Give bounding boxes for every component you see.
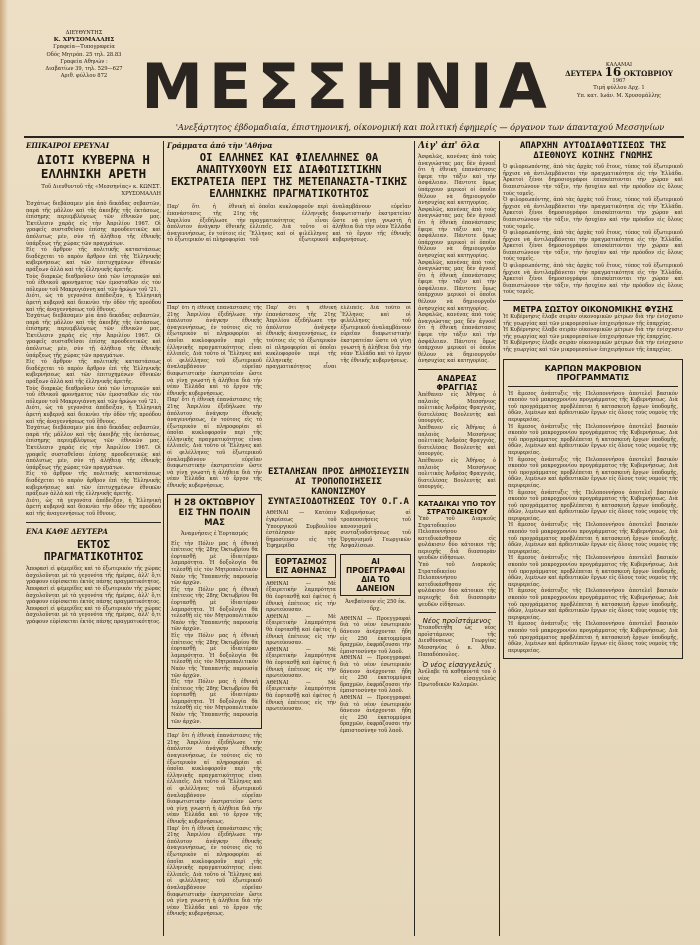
article-paragraph: Παρ' ὅτι ἡ ἐθνικὴ ἐπανάστασις τῆς 21ης Ἀπριλίου ἐξεδήλωσε τὴν ἀπόλυτον ἀνάγκην ἐθνικῆς ἀναγεννήσεως, ἐν τούτοις εἰς τὸ ἐξωτερικὸν αἱ πληροφορίαι αἱ ὁποῖαι κυκλοφοροῦν περὶ τῆς ἑλληνικῆς πραγματικότητος εἶναι ἐλλιπεῖς. Διὰ τοῦτο οἱ Ἕλληνες καὶ οἱ φιλέλληνες τοῦ ἐξωτερικοῦ ἀναλαμβάνουν εὐρεῖαν διαφωτιστικὴν ἐκστρατείαν ὥστε νὰ γίνῃ γνωστὴ ἡ ἀλήθεια διὰ τὴν νέαν Ἑλλάδα καὶ τὸ ἔργον τῆς ἐθνικῆς κυβερνήσεως. xyxy=(167,825,262,918)
article-paragraph: Διότι, ὡς τὰ γεγονότα ἀπέδειξαν, ἡ Ἑλληνικὴ ἀρετὴ κυβερνᾷ καὶ δεικνύει τὴν ὁδὸν τῆς προόδου καὶ τῆς ἀναγεννήσεως τοῦ ἔθνους. xyxy=(26,293,161,313)
column-rule xyxy=(163,141,164,936)
article-paragraph: Τοὺς διαρκῶς διαθροῦσιν ὑπὸ τῶν ἱστορικῶν καὶ τοῦ ἐθνικοῦ φρονήματος τῶν ἐμοσταθῶν εἰς τὸν πόλεμον τοῦ Μακρυγιάννη καὶ τῶν ἡρώων τοῦ '21. xyxy=(26,273,161,293)
divider xyxy=(418,612,496,613)
divider xyxy=(418,495,496,496)
column-rule xyxy=(414,141,415,936)
sub-paragraph: Ἀποφασὶ εἰ φέμερίδες καὶ τὸ ἐξωτερικὸν τῆς χώρας ἀσχολοῦνται μὲ τὰ γεγονότα τῆς ἡμέρας, ἀλλ' ὅ,τι γράφουν εὑρίσκεται ἐκτὸς πάσης πραγματικότητος. xyxy=(26,605,161,625)
news-paragraph: Ἀσφαλῶς, κανένας ἀπὸ τοὺς ἀναγνώστας μας δὲν ἀγνοεῖ ὅτι ἡ ἐθνικὴ ἐπανάστασις ἔφερε τὴν τάξιν καὶ τὴν ἀσφάλειαν. Πάντοτε ὅμως ὑπάρχουν μερικοὶ οἱ ὁποῖοι θέλουν νὰ δημιουργοῦν ἀνησυχίας καὶ κατηγορίας. xyxy=(418,259,496,312)
holiday-paragraph: ΑΘΗΝΑΙ — Μὲ ἐξαιρετικὴν λαμπρότητα θὰ ἑορτασθῇ καὶ ἐφέτος ἡ ἐθνικὴ ἐπέτειος εἰς τὴν πρωτεύουσαν. xyxy=(266,580,336,614)
article-kicker: Γράμματα ἀπό τὴν 'Αθήνα xyxy=(167,141,273,150)
divider xyxy=(418,369,496,370)
center-paragraph: ΑΘΗΝΑΙ — Κατόπιν ἐγκρίσεως τοῦ Ὑπουργικοῦ Συμβουλίου ἐστάλησαν πρὸς δημοσίευσιν εἰς τὴν Ἐφημερίδα τῆς Κυβερνήσεως αἱ τροποποιήσεις τοῦ κανονισμοῦ συνταξιοδοτήσεως τοῦ Ὀργανισμοῦ Γεωργικῶν Ἀσφαλίσεων. xyxy=(266,510,411,550)
sub-paragraph: Ἀποφασὶ εἰ φέμερίδες καὶ τὸ ἐξωτερικὸν τῆς χώρας ἀσχολοῦνται μὲ τὰ γεγονότα τῆς ἡμέρας, ἀλλ' ὅ,τι γράφουν εὑρίσκεται ἐκτὸς πάσης πραγματικότητος. xyxy=(26,585,161,606)
article-paragraph: Εἰς τὸ ἄρθρον τῆς πολιτικῆς καταστάσεως διαδέχεται τὸ παρὸν ἄρθρον ἐπὶ τῆς Ἐλληνικῆς κυβερνήσεως καὶ τῶν ἐπιτυχημένων ἐθνικῶν πράξεων ἀλλὰ καὶ τῆς ἐλληνικῆς ἀρετῆς. xyxy=(26,359,161,386)
column-left xyxy=(26,141,161,936)
article-headline: ΔΙΟΤΙ ΚΥΒΕΡΝΑ Η ΕΛΛΗΝΙΚΗ ΑΡΕΤΗ xyxy=(37,152,150,181)
right-paragraph: Ὁ φιλορεωπόντης, ἀπὸ τὰς ἀρχὰς τοῦ ἔτους, τύπος τοῦ ἐξωτερικοῦ ἤρχισε νὰ ἀντιλαμβάνεται τὴν πραγματικότητα εἰς τὴν Ἑλλάδα. Ἀρκετοὶ ξένοι δημοσιογράφοι ἐπισκέπτονται τὴν χώραν καὶ διαπιστώνουν τὴν τάξιν, τὴν ἡσυχίαν καὶ τὴν πρόοδον εἰς ὅλους τοὺς τομεῖς. xyxy=(503,197,683,230)
program-paragraph: Ἡ ἄμεσος ἀνάπτυξις τῆς Πελοποννήσου ἀποτελεῖ βασικὸν σκοπὸν τοῦ μακροχρονίου προγράμματος τῆς Κυβερνήσεως. Διὰ τοῦ προγράμματος προβλέπεται ἡ κατασκευὴ ἔργων ὑποδομῆς, ὁδῶν, λιμένων καὶ ἀρδευτικῶν ἔργων εἰς ὅλους τοὺς νομοὺς τῆς περιφερείας. xyxy=(508,390,678,423)
news-paragraph: Ἀσφαλῶς, κανένας ἀπὸ τοὺς ἀναγνώστας μας δὲν ἀγνοεῖ ὅτι ἡ ἐθνικὴ ἐπανάστασις ἔφερε τὴν τάξιν καὶ τὴν ἀσφάλειαν. Πάντοτε ὅμως ὑπάρχουν μερικοὶ οἱ ὁποῖοι θέλουν νὰ δημιουργοῦν ἀνησυχίας καὶ κατηγορίας. xyxy=(418,154,496,207)
measures-headline: ΜΕΤΡΑ ΣΩΣΤΟΥ ΟΙΚΟΝΟΜΙΚΗΣ ΦΥΣΗΣ xyxy=(512,305,674,315)
holiday-headline: ΕΟΡΤΑΣΜΟΣ ΕΙΣ ΑΘΗΝΑΣ xyxy=(274,556,327,575)
box-byline: Ἀναμνήσεις ἐ Ἐορτασμός xyxy=(180,530,249,537)
program-headline: ΚΑΡΠΩΝ ΜΑΚΡΟΒΙΟΝ ΠΡΟΓΡΑΜΜΑΤΙΣ xyxy=(544,363,642,382)
loan-byline: Ἀνεβαίνουν εἰς 250 ἑκ. δρχ. xyxy=(345,598,406,612)
article-paragraph: Διότι, ὡς τὰ γεγονότα ἀπέδειξαν, ἡ Ἑλληνικὴ ἀρετὴ κυβερνᾷ καὶ δεικνύει τὴν ὁδὸν τῆς προόδου καὶ τῆς ἀναγεννήσεως τοῦ ἔθνους. xyxy=(26,497,161,517)
column-center-left xyxy=(167,305,262,935)
masthead-publisher-info xyxy=(28,30,140,80)
city: ΚΑΛΑΜΑΙ xyxy=(605,62,633,68)
court-paragraph: Ὑπὸ τοῦ Διαρκοῦς Στρατοδικείου Πελοποννήσου κατεδικάσθησαν εἰς φυλάκισιν δύο κάτοικοι τῆς περιοχῆς διὰ διασπορὰν ψευδῶν εἰδήσεων. xyxy=(418,515,496,562)
measures-paragraph: Ἡ Κυβέρνησις ἔλαβε σειρὰν οἰκονομικῶν μέτρων διὰ τὴν ἐνίσχυσιν τῆς γεωργίας καὶ τῶν μικρομεσαίων ἐπιχειρήσεων τῆς ἐπαρχίας. xyxy=(503,340,683,353)
loan-paragraph: ΑΘΗΝΑΙ — Προεγγραφαὶ διὰ τὸ νέον ἐσωτερικὸν δάνειον ἀνέρχονται ἤδη εἰς 250 ἑκατομμύρια δραχμῶν, ἐκφράζουσαι τὴν ἐμπιστοσύνην τοῦ λαοῦ. xyxy=(340,615,411,655)
box-paragraph: Εἰς τὴν Πόλιν μας ἡ ἐθνικὴ ἐπέτειος τῆς 28ης Ὀκτωβρίου θὰ ἑορτασθῇ μὲ ἰδιαιτέραν λαμπρότητα. Ἡ δοξολογία θὰ τελεσθῇ εἰς τὸν Μητροπολιτικὸν Ναὸν τῆς Ὑπαπαντῆς παρουσίᾳ τῶν ἀρχῶν. xyxy=(171,540,258,587)
masthead-rule xyxy=(24,136,684,138)
new-head-paragraph: Ἐτοποθετήθη ὡς νέος προϊστάμενος τῆς Διευθύνσεως Γεωργίας Μεσσηνίας ὁ κ. Ἀθαν. Παπαδόπουλος. xyxy=(418,625,496,658)
section-rule xyxy=(167,302,411,303)
program-paragraph: Ἡ ἄμεσος ἀνάπτυξις τῆς Πελοποννήσου ἀποτελεῖ βασικὸν σκοπὸν τοῦ μακροχρονίου προγράμματος τῆς Κυβερνήσεως. Διὰ τοῦ προγράμματος προβλέπεται ἡ κατασκευὴ ἔργων ὑποδομῆς, ὁδῶν, λιμένων καὶ ἀρδευτικῶν ἔργων εἰς ὅλους τοὺς νομοὺς τῆς περιφερείας. xyxy=(508,588,678,621)
obituary-paragraph: Ἀπέθανεν εἰς Ἀθήνας ὁ παλαιὸς Μεσσήνιος πολιτικὸς Ἀνδρέας Φραγγιάς, διατελέσας Βουλευτὴς καὶ ὑπουργός. xyxy=(418,424,496,458)
article-paragraph: Ἐσχάτως διεβάσαμεν μία ἀπὸ δεκάδας σεβαστῶν, παρὰ τῆς μᾶλλον καὶ τῆς ἀκοιβῆς τῆς ἐκτάσεως, ἐπίσημης περιεμβλέψεως τῶν ἐθνικῶν μας. Ἐκτέλεσιν χαρὰς εἰς τὴν Ἀπριλίου 1967. Οἱ γραφεῖς συσταθεῖσαι ἐπίσης προοδευτικῶς καὶ ἀπόλυτως μὲν, σὺν τῇ ἀλήθειᾳ τῆς ἐθνικῆς ὑπάρξεως τῆς χώρας τῶν πραγμάτων. xyxy=(26,425,161,471)
masthead-date-info xyxy=(560,62,678,100)
publisher-role: ΔΙΕΥΘΥΝΤΗΣ xyxy=(65,30,103,36)
publisher-offices: Γραφεία—Τυπογραφεία xyxy=(53,44,115,51)
article-paragraph: Τοὺς διαρκῶς διαθροῦσιν ὑπὸ τῶν ἱστορικῶν καὶ τοῦ ἐθνικοῦ φρονήματος τῶν ἐμοσταθῶν εἰς τὸν πόλεμον τοῦ Μακρυγιάννη καὶ τῶν ἡρώων τοῦ '21. xyxy=(26,385,161,405)
athens-office-address: Διαβατίων 39, τηλ. 529—627 xyxy=(45,66,123,73)
sub-kicker: ΕΝΑ ΚΑΘΕ ΔΕΥΤΕΡΑ xyxy=(26,526,108,536)
program-paragraph: Ἡ ἄμεσος ἀνάπτυξις τῆς Πελοποννήσου ἀποτελεῖ βασικὸν σκοπὸν τοῦ μακροχρονίου προγράμματος τῆς Κυβερνήσεως. Διὰ τοῦ προγράμματος προβλέπεται ἡ κατασκευὴ ἔργων ὑποδομῆς, ὁδῶν, λιμένων καὶ ἀρδευτικῶν ἔργων εἰς ὅλους τοὺς νομοὺς τῆς περιφερείας. xyxy=(508,522,678,555)
news-paragraph: Ἀσφαλῶς, κανένας ἀπὸ τοὺς ἀναγνώστας μας δὲν ἀγνοεῖ ὅτι ἡ ἐθνικὴ ἐπανάστασις ἔφερε τὴν τάξιν καὶ τὴν ἀσφάλειαν. Πάντοτε ὅμως ὑπάρχουν μερικοὶ οἱ ὁποῖοι θέλουν νὰ δημιουργοῦν ἀνησυχίας καὶ κατηγορίας. xyxy=(418,312,496,365)
obituary-paragraph: Ἀπέθανεν εἰς Ἀθήνας ὁ παλαιὸς Μεσσήνιος πολιτικὸς Ἀνδρέας Φραγγιάς, διατελέσας Βουλευτὴς καὶ ὑπουργός. xyxy=(418,392,496,425)
month: ΟΚΤΩΒΡΙΟΥ xyxy=(623,69,673,79)
column-rule xyxy=(499,141,500,936)
column-center-right xyxy=(266,305,411,935)
article-kicker: ΕΠΙΚΑΙΡΟΙ ΕΡΕΥΝΑΙ xyxy=(26,141,110,150)
article-headline: ΟΙ ΕΛΛΗΝΕΣ ΚΑΙ ΦΙΛΕΛΛΗΝΕΣ ΘΑ ΑΝΑΠΤΥΧΘΟΥΝ ΕΙΣ ΔΙΑΦΩΤΙΣΤΙΚΗΝ ΕΚΣΤΡΑΤΕΙΑ ΠΕΡΙ ΤΗΣ ΜΕΤΕΠΑΝΑΣΤΑ-ΤΙΚΗΣ ΕΛΛΗΝΙΚΗΣ ΠΡΑΓΜΑΤΙΚΟΤΗΤΟΣ xyxy=(171,152,407,200)
loan-paragraph: ΑΘΗΝΑΙ — Προεγγραφαὶ διὰ τὸ νέον ἐσωτερικὸν δάνειον ἀνέρχονται ἤδη εἰς 250 ἑκατομμύρια δραχμῶν, ἐκφράζουσαι τὴν ἐμπιστοσύνην τοῦ λαοῦ. xyxy=(340,695,411,734)
holiday-paragraph: ΑΘΗΝΑΙ — Μὲ ἐξαιρετικὴν λαμπρότητα θὰ ἑορτασθῇ καὶ ἐφέτος ἡ ἐθνικὴ ἐπέτειος εἰς τὴν πρωτεύουσαν. xyxy=(266,613,336,647)
column-center-top xyxy=(167,141,411,301)
year: 1967 xyxy=(612,77,626,84)
holiday-article xyxy=(266,554,336,735)
program-paragraph: Ἡ ἄμεσος ἀνάπτυξις τῆς Πελοποννήσου ἀποτελεῖ βασικὸν σκοπὸν τοῦ μακροχρονίου προγράμματος τῆς Κυβερνήσεως. Διὰ τοῦ προγράμματος προβλέπεται ἡ κατασκευὴ ἔργων ὑποδομῆς, ὁδῶν, λιμένων καὶ ἀρδευτικῶν ἔργων εἰς ὅλους τοὺς νομοὺς τῆς περιφερείας. xyxy=(508,555,678,588)
measures-paragraph: Ἡ Κυβέρνησις ἔλαβε σειρὰν οἰκονομικῶν μέτρων διὰ τὴν ἐνίσχυσιν τῆς γεωργίας καὶ τῶν μικρομεσαίων ἐπιχειρήσεων τῆς ἐπαρχίας. xyxy=(503,314,683,327)
box-headline: Η 28 ΟΚΤΩΒΡΙΟΥ ΕΙΣ ΤΗΝ ΠΟΛΙΝ ΜΑΣ xyxy=(174,497,255,528)
program-paragraph: Ἡ ἄμεσος ἀνάπτυξις τῆς Πελοποννήσου ἀποτελεῖ βασικὸν σκοπὸν τοῦ μακροχρονίου προγράμματος τῆς Κυβερνήσεως. Διὰ τοῦ προγράμματος προβλέπεται ἡ κατασκευὴ ἔργων ὑποδομῆς, ὁδῶν, λιμένων καὶ ἀρδευτικῶν ἔργων εἰς ὅλους τοὺς νομοὺς τῆς περιφερείας. xyxy=(508,621,678,654)
program-paragraph: Ἡ ἄμεσος ἀνάπτυξις τῆς Πελοποννήσου ἀποτελεῖ βασικὸν σκοπὸν τοῦ μακροχρονίου προγράμματος τῆς Κυβερνήσεως. Διὰ τοῦ προγράμματος προβλέπεται ἡ κατασκευὴ ἔργων ὑποδομῆς, ὁδῶν, λιμένων καὶ ἀρδευτικῶν ἔργων εἰς ὅλους τοὺς νομοὺς τῆς περιφερείας. xyxy=(508,489,678,522)
sub-headline: ΕΚΤΟΣ ΠΡΑΓΜΑΤΙΚΟΤΗΤΟΣ xyxy=(43,537,144,563)
article-paragraph: Παρ' ὅτι ἡ ἐθνικὴ ἐπανάστασις τῆς 21ης Ἀπριλίου ἐξεδήλωσε τὴν ἀπόλυτον ἀνάγκην ἐθνικῆς ἀναγεννήσεως, ἐν τούτοις εἰς τὸ ἐξωτερικὸν αἱ πληροφορίαι αἱ ὁποῖαι κυκλοφοροῦν περὶ τῆς ἑλληνικῆς πραγματικότητος εἶναι ἐλλιπεῖς. Διὰ τοῦτο οἱ Ἕλληνες καὶ οἱ φιλέλληνες τοῦ ἐξωτερικοῦ ἀναλαμβάνουν εὐρεῖαν διαφωτιστικὴν ἐκστρατείαν ὥστε νὰ γίνῃ γνωστὴ ἡ ἀλήθεια διὰ τὴν νέαν Ἑλλάδα καὶ τὸ ἔργον τῆς ἐθνικῆς κυβερνήσεως. xyxy=(167,397,262,490)
right-paragraph: Ὁ φιλορεωπόντης, ἀπὸ τὰς ἀρχὰς τοῦ ἔτους, τύπος τοῦ ἐξωτερικοῦ ἤρχισε νὰ ἀντιλαμβάνεται τὴν πραγματικότητα εἰς τὴν Ἑλλάδα. Ἀρκετοὶ ξένοι δημοσιογράφοι ἐπισκέπτονται τὴν χώραν καὶ διαπιστώνουν τὴν τάξιν, τὴν ἡσυχίαν καὶ τὴν πρόοδον εἰς ὅλους τοὺς τομεῖς. xyxy=(503,164,683,197)
program-paragraph: Ἡ ἄμεσος ἀνάπτυξις τῆς Πελοποννήσου ἀποτελεῖ βασικὸν σκοπὸν τοῦ μακροχρονίου προγράμματος τῆς Κυβερνήσεως. Διὰ τοῦ προγράμματος προβλέπεται ἡ κατασκευὴ ἔργων ὑποδομῆς, ὁδῶν, λιμένων καὶ ἀρδευτικῶν ἔργων εἰς ὅλους τοὺς νομοὺς τῆς περιφερείας. xyxy=(508,423,678,456)
article-paragraph: Εἰς τὸ ἄρθρον τῆς πολιτικῆς καταστάσεως διαδέχεται τὸ παρὸν ἄρθρον ἐπὶ τῆς Ἐλληνικῆς κυβερνήσεως καὶ τῶν ἐπιτυχημένων ἐθνικῶν πράξεων ἀλλὰ καὶ τῆς ἐλληνικῆς ἀρετῆς. xyxy=(26,471,161,498)
divider xyxy=(26,522,161,523)
right-paragraph: Ὁ φιλορεωπόντης, ἀπὸ τὰς ἀρχὰς τοῦ ἔτους, τύπος τοῦ ἐξωτερικοῦ ἤρχισε νὰ ἀντιλαμβάνεται τὴν πραγματικότητα εἰς τὴν Ἑλλάδα. Ἀρκετοὶ ξένοι δημοσιογράφοι ἐπισκέπτονται τὴν χώραν καὶ διαπιστώνουν τὴν τάξιν, τὴν ἡσυχίαν καὶ τὴν πρόοδον εἰς ὅλους τοὺς τομεῖς. xyxy=(503,263,683,296)
divider xyxy=(508,386,678,387)
measures-paragraph: Ἡ Κυβέρνησις ἔλαβε σειρὰν οἰκονομικῶν μέτρων διὰ τὴν ἐνίσχυσιν τῆς γεωργίας καὶ τῶν μικρομεσαίων ἐπιχειρήσεων τῆς ἐπαρχίας. xyxy=(503,327,683,340)
obituary-headline: ΑΝΔΡΕΑΣ ΦΡΑΓΓΙΑΣ xyxy=(436,374,478,392)
court-headline: ΚΑΤΑΔΙΚΑΙ ΥΠΟ ΤΟΥ ΣΤΡΑΤΟΔΙΚΕΙΟΥ xyxy=(418,499,496,516)
article-paragraph: Παρ' ὅτι ἡ ἐθνικὴ ἐπανάστασις τῆς 21ης Ἀπριλίου ἐξεδήλωσε τὴν ἀπόλυτον ἀνάγκην ἐθνικῆς ἀναγεννήσεως, ἐν τούτοις εἰς τὸ ἐξωτερικὸν αἱ πληροφορίαι αἱ ὁποῖαι κυκλοφοροῦν περὶ τῆς ἑλληνικῆς πραγματικότητος εἶναι ἐλλιπεῖς. Διὰ τοῦτο οἱ Ἕλληνες καὶ οἱ φιλέλληνες τοῦ ἐξωτερικοῦ ἀναλαμβάνουν εὐρεῖαν διαφωτιστικὴν ἐκστρατείαν ὥστε νὰ γίνῃ γνωστὴ ἡ ἀλήθεια διὰ τὴν νέαν Ἑλλάδα καὶ τὸ ἔργον τῆς ἐθνικῆς κυβερνήσεως. xyxy=(167,733,262,825)
program-box xyxy=(503,359,683,660)
center-headline: ΕΣΤΑΛΗΣΑΝ ΠΡΟΣ ΔΗΜΟΣΙΕΥΣΙΝ ΑΙ ΤΡΟΠΟΠΟΙΗΣΕΙΣ ΚΑΝΟΝΙΣΜΟΥ ΣΥΝΤΑΞΙΟΔΟΤΗΣΕΩΣ ΤΟΥ Ο.Γ.Α xyxy=(268,467,409,508)
price: Τιμή φύλλου Δρχ. 1 xyxy=(593,85,645,92)
article-paragraph: Παρ' ὅτι ἡ ἐθνικὴ ἐπανάστασις τῆς 21ης Ἀπριλίου ἐξεδήλωσε τὴν ἀπόλυτον ἀνάγκην ἐθνικῆς ἀναγεννήσεως, ἐν τούτοις εἰς τὸ ἐξωτερικὸν αἱ πληροφορίαι αἱ ὁποῖαι κυκλοφοροῦν περὶ τῆς ἑλληνικῆς πραγματικότητος εἶναι ἐλλιπεῖς. Διὰ τοῦτο οἱ Ἕλληνες καὶ οἱ φιλέλληνες τοῦ ἐξωτερικοῦ ἀναλαμβάνουν εὐρεῖαν διαφωτιστικὴν ἐκστρατείαν ὥστε νὰ γίνῃ γνωστὴ ἡ ἀλήθεια διὰ τὴν νέαν Ἑλλάδα καὶ τὸ ἔργον τῆς ἐθνικῆς κυβερνήσεως. xyxy=(266,305,411,371)
prosecutor-paragraph: Ἀνέλαβε τὰ καθήκοντά του ὁ νέος εἰσαγγελεύς Πρωτοδικῶν Καλαμῶν. xyxy=(418,669,496,689)
new-head-headline: Νέος προϊστάμενος xyxy=(422,617,492,626)
issue-number: Αριθ. φύλλου 872 xyxy=(60,73,108,80)
news-kicker: Λίγ' ἀπ' ὅλα xyxy=(418,141,480,151)
prosecutor-headline: Ὁ νέος εἰσαγγελεύς xyxy=(422,661,492,670)
box-paragraph: Εἰς τὴν Πόλιν μας ἡ ἐθνικὴ ἐπέτειος τῆς 28ης Ὀκτωβρίου θὰ ἑορτασθῇ μὲ ἰδιαιτέραν λαμπρότητα. Ἡ δοξολογία θὰ τελεσθῇ εἰς τὸν Μητροπολιτικὸν Ναὸν τῆς Ὑπαπαντῆς παρουσίᾳ τῶν ἀρχῶν. xyxy=(171,586,258,633)
right-paragraph: Ὁ φιλορεωπόντης, ἀπὸ τὰς ἀρχὰς τοῦ ἔτους, τύπος τοῦ ἐξωτερικοῦ ἤρχισε νὰ ἀντιλαμβάνεται τὴν πραγματικότητα εἰς τὴν Ἑλλάδα. Ἀρκετοὶ ξένοι δημοσιογράφοι ἐπισκέπτονται τὴν χώραν καὶ διαπιστώνουν τὴν τάξιν, τὴν ἡσυχίαν καὶ τὴν πρόοδον εἰς ὅλους τοὺς τομεῖς. xyxy=(503,230,683,263)
article-byline: Τοῦ Διευθυντοῦ τῆς «Μεσσηνίας» κ. ΚΩΝΣΤ. ΧΡΥΣΟΜΑΛΛΗ xyxy=(41,184,161,197)
holiday-box xyxy=(266,554,336,578)
loan-article xyxy=(340,554,411,735)
column-right xyxy=(503,141,683,936)
column-news xyxy=(418,141,496,936)
holiday-paragraph: ΑΘΗΝΑΙ — Μὲ ἐξαιρετικὴν λαμπρότητα θὰ ἑορτασθῇ καὶ ἐφέτος ἡ ἐθνικὴ ἐπέτειος εἰς τὴν πρωτεύουσαν. xyxy=(266,646,336,680)
publisher-address: Οδός Μητρόπ. 25 τηλ. 28.83 xyxy=(46,51,122,58)
article-paragraph: Ἐσχάτως διεβάσαμεν μία ἀπὸ δεκάδας σεβαστῶν, παρὰ τῆς μᾶλλον καὶ τῆς ἀκοιβῆς τῆς ἐκτάσεως, ἐπίσημης περιεμβλέψεως τῶν ἐθνικῶν μας. Ἐκτέλεσιν χαρὰς εἰς τὴν Ἀπριλίου 1967. Οἱ γραφεῖς συσταθεῖσαι ἐπίσης προοδευτικῶς καὶ ἀπόλυτως μὲν, σὺν τῇ ἀλήθειᾳ τῆς ἐθνικῆς ὑπάρξεως τῆς χώρας τῶν πραγμάτων. xyxy=(26,201,161,247)
news-paragraph: Ἀσφαλῶς, κανένας ἀπὸ τοὺς ἀναγνώστας μας δὲν ἀγνοεῖ ὅτι ἡ ἐθνικὴ ἐπανάστασις ἔφερε τὴν τάξιν καὶ τὴν ἀσφάλειαν. Πάντοτε ὅμως ὑπάρχουν μερικοὶ οἱ ὁποῖοι θέλουν νὰ δημιουργοῦν ἀνησυχίας καὶ κατηγορίας. xyxy=(418,206,496,259)
center-lower xyxy=(266,554,411,735)
court-paragraph: Ὑπὸ τοῦ Διαρκοῦς Στρατοδικείου Πελοποννήσου κατεδικάσθησαν εἰς φυλάκισιν δύο κάτοικοι τῆς περιοχῆς διὰ διασπορὰν ψευδῶν εἰδήσεων. xyxy=(418,562,496,608)
box-paragraph: Εἰς τὴν Πόλιν μας ἡ ἐθνικὴ ἐπέτειος τῆς 28ης Ὀκτωβρίου θὰ ἑορτασθῇ μὲ ἰδιαιτέραν λαμπρότητα. Ἡ δοξολογία θὰ τελεσθῇ εἰς τὸν Μητροπολιτικὸν Ναὸν τῆς Ὑπαπαντῆς παρουσίᾳ τῶν ἀρχῶν. xyxy=(171,679,258,725)
athens-office-label: Γραφεία Αθηνών : xyxy=(60,58,108,65)
editor: Υπ. κατ. Ιωάν. Μ. Χρυσομάλλης xyxy=(577,92,661,99)
sub-paragraph: Ἀποφασὶ εἰ φέμερίδες καὶ τὸ ἐξωτερικὸν τῆς χώρας ἀσχολοῦνται μὲ τὰ γεγονότα τῆς ἡμέρας, ἀλλ' ὅ,τι γράφουν εὑρίσκεται ἐκτὸς πάσης πραγματικότητος. xyxy=(26,566,161,586)
obituary-paragraph: Ἀπέθανεν εἰς Ἀθήνας ὁ παλαιὸς Μεσσήνιος πολιτικὸς Ἀνδρέας Φραγγιάς, διατελέσας Βουλευτὴς καὶ ὑπουργός. xyxy=(418,457,496,491)
publisher-name: Κ. ΧΡΥΣΟΜΑΛΛΗΣ xyxy=(53,37,115,44)
tagline: 'Ανεξάρτητος έβδομαδιαία, έπιστημονική, οίκονομική και πολιτική έφημερίς — όργανον των άπανταχού Μεσσηνίων xyxy=(175,122,665,132)
article-paragraph: Ἐσχάτως διεβάσαμεν μία ἀπὸ δεκάδας σεβαστῶν, παρὰ τῆς μᾶλλον καὶ τῆς ἀκοιβῆς τῆς ἐκτάσεως, ἐπίσημης περιεμβλέψεως τῶν ἐθνικῶν μας. Ἐκτέλεσιν χαρὰς εἰς τὴν Ἀπριλίου 1967. Οἱ γραφεῖς συσταθεῖσαι ἐπίσης προοδευτικῶς καὶ ἀπόλυτως μὲν, σὺν τῇ ἀλήθειᾳ τῆς ἐθνικῆς ὑπάρξεως τῆς χώρας τῶν πραγμάτων. xyxy=(26,313,161,359)
weekday: ΔΕΥΤΕΡΑ xyxy=(565,69,603,79)
article-paragraph: Διότι, ὡς τὰ γεγονότα ἀπέδειξαν, ἡ Ἑλληνικὴ ἀρετὴ κυβερνᾷ καὶ δεικνύει τὴν ὁδὸν τῆς προόδου καὶ τῆς ἀναγεννήσεως τοῦ ἔθνους. xyxy=(26,405,161,425)
program-paragraph: Ἡ ἄμεσος ἀνάπτυξις τῆς Πελοποννήσου ἀποτελεῖ βασικὸν σκοπὸν τοῦ μακροχρονίου προγράμματος τῆς Κυβερνήσεως. Διὰ τοῦ προγράμματος προβλέπεται ἡ κατασκευὴ ἔργων ὑποδομῆς, ὁδῶν, λιμένων καὶ ἀρδευτικῶν ἔργων εἰς ὅλους τοὺς νομοὺς τῆς περιφερείας. xyxy=(508,456,678,489)
divider xyxy=(503,300,683,301)
newspaper-title: ΜΕΣΣΗΝΙΑ xyxy=(141,50,553,123)
article-paragraph: Εἰς τὸ ἄρθρον τῆς πολιτικῆς καταστάσεως διαδέχεται τὸ παρὸν ἄρθρον ἐπὶ τῆς Ἐλληνικῆς κυβερνήσεως καὶ τῶν ἐπιτυχημένων ἐθνικῶν πράξεων ἀλλὰ καὶ τῆς ἐλληνικῆς ἀρετῆς. xyxy=(26,247,161,273)
right-headline: ΑΠΑΡΧΗΝ ΑΥΤΟΔΙΑΦΩΤΙΣΕΩΣ ΤΗΣ ΔΙΕΘΝΟΥΣ ΚΟΙΝΗΣ ΓΝΩΜΗΣ xyxy=(519,141,667,162)
oct28-box xyxy=(167,494,262,730)
loan-box xyxy=(340,554,411,596)
day: 16 xyxy=(604,65,622,80)
holiday-paragraph: ΑΘΗΝΑΙ — Μὲ ἐξαιρετικὴν λαμπρότητα θὰ ἑορτασθῇ καὶ ἐφέτος ἡ ἐθνικὴ ἐπέτειος εἰς τὴν πρωτεύουσαν. xyxy=(266,679,336,713)
box-paragraph: Εἰς τὴν Πόλιν μας ἡ ἐθνικὴ ἐπέτειος τῆς 28ης Ὀκτωβρίου θὰ ἑορτασθῇ μὲ ἰδιαιτέραν λαμπρότητα. Ἡ δοξολογία θὰ τελεσθῇ εἰς τὸν Μητροπολιτικὸν Ναὸν τῆς Ὑπαπαντῆς παρουσίᾳ τῶν ἀρχῶν. xyxy=(171,632,258,679)
article-paragraph: Παρ' ὅτι ἡ ἐθνικὴ ἐπανάστασις τῆς 21ης Ἀπριλίου ἐξεδήλωσε τὴν ἀπόλυτον ἀνάγκην ἐθνικῆς ἀναγεννήσεως, ἐν τούτοις εἰς τὸ ἐξωτερικὸν αἱ πληροφορίαι αἱ ὁποῖαι κυκλοφοροῦν περὶ τῆς ἑλληνικῆς πραγματικότητος εἶναι ἐλλιπεῖς. Διὰ τοῦτο οἱ Ἕλληνες καὶ οἱ φιλέλληνες τοῦ ἐξωτερικοῦ ἀναλαμβάνουν εὐρεῖαν διαφωτιστικὴν ἐκστρατείαν ὥστε νὰ γίνῃ γνωστὴ ἡ ἀλήθεια διὰ τὴν νέαν Ἑλλάδα καὶ τὸ ἔργον τῆς ἐθνικῆς κυβερνήσεως. xyxy=(167,305,262,397)
loan-headline: ΑΙ ΠΡΟΕΓΓΡΑΦΑΙ ΔΙΑ ΤΟ ΔΑΝΕΙΟΝ xyxy=(345,556,406,593)
article-paragraph: Παρ' ὅτι ἡ ἐθνικὴ ἐπανάστασις τῆς 21ης Ἀπριλίου ἐξεδήλωσε τὴν ἀπόλυτον ἀνάγκην ἐθνικῆς ἀναγεννήσεως, ἐν τούτοις εἰς τὸ ἐξωτερικὸν αἱ πληροφορίαι αἱ ὁποῖαι κυκλοφοροῦν περὶ τῆς ἑλληνικῆς πραγματικότητος εἶναι ἐλλιπεῖς. Διὰ τοῦτο οἱ Ἕλληνες καὶ οἱ φιλέλληνες τοῦ ἐξωτερικοῦ ἀναλαμβάνουν εὐρεῖαν διαφωτιστικὴν ἐκστρατείαν ὥστε νὰ γίνῃ γνωστὴ ἡ ἀλήθεια διὰ τὴν νέαν Ἑλλάδα καὶ τὸ ἔργον τῆς ἐθνικῆς κυβερνήσεως. xyxy=(167,204,411,244)
loan-paragraph: ΑΘΗΝΑΙ — Προεγγραφαὶ διὰ τὸ νέον ἐσωτερικὸν δάνειον ἀνέρχονται ἤδη εἰς 250 ἑκατομμύρια δραχμῶν, ἐκφράζουσαι τὴν ἐμπιστοσύνην τοῦ λαοῦ. xyxy=(340,655,411,695)
